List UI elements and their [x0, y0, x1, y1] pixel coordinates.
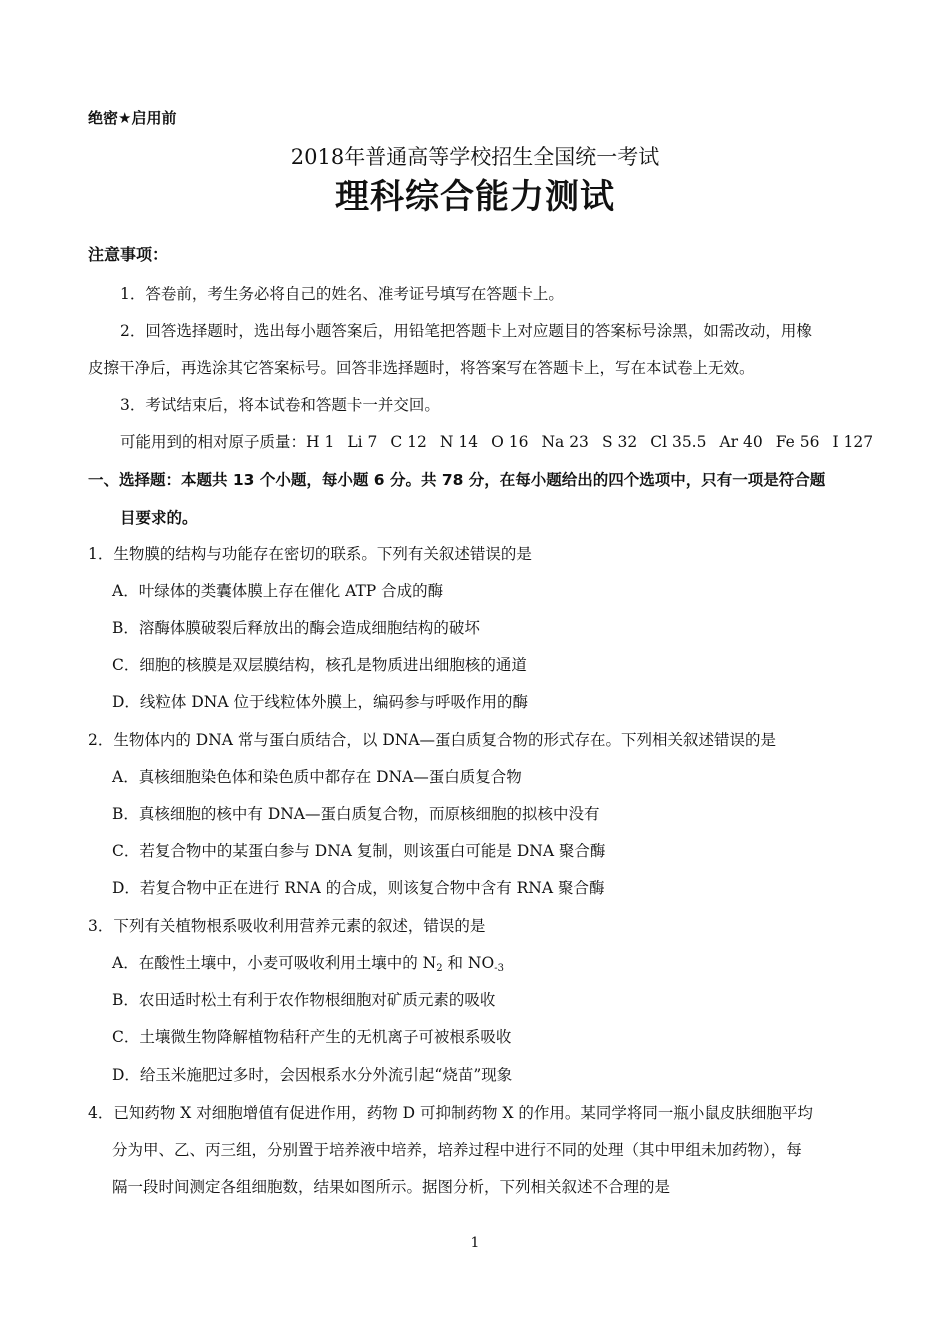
atom-mass: I 127 [832, 433, 874, 451]
atom-mass: Fe 56 [775, 433, 820, 451]
question-3-option-b: B．农田适时松土有利于农作物根细胞对矿质元素的吸收 [112, 991, 496, 1009]
question-2-stem: 2．生物体内的 DNA 常与蛋白质结合，以 DNA—蛋白质复合物的形式存在。下列相关叙述错误的是 [88, 731, 777, 749]
subject-title: 理科综合能力测试 [335, 177, 615, 217]
section-heading: 一、选择题：本题共 13 个小题，每小题 6 分。共 78 分，在每小题给出的四个选项中，只有一项是符合题 [88, 471, 826, 489]
question-1-stem: 1．生物膜的结构与功能存在密切的联系。下列有关叙述错误的是 [88, 545, 532, 563]
question-3-stem: 3．下列有关植物根系吸收利用营养元素的叙述，错误的是 [88, 917, 486, 935]
atom-mass: C 12 [390, 433, 427, 451]
question-2-option-d: D．若复合物中正在进行 RNA 的合成，则该复合物中含有 RNA 聚合酶 [112, 879, 605, 897]
question-4-stem-cont: 分为甲、乙、丙三组，分别置于培养液中培养，培养过程中进行不同的处理（其中甲组未加药物），每 [112, 1141, 802, 1159]
subscript: 2 [436, 963, 443, 974]
question-4-stem: 4．已知药物 X 对细胞增值有促进作用，药物 D 可抑制药物 X 的作用。某同学将同一瓶小鼠皮肤细胞平均 [88, 1104, 813, 1122]
question-4-stem-cont: 隔一段时间测定各组细胞数，结果如图所示。据图分析，下列相关叙述不合理的是 [112, 1178, 671, 1196]
notice-item-2-cont: 皮擦干净后，再选涂其它答案标号。回答非选择题时，将答案写在答题卡上，写在本试卷上无效。 [88, 359, 755, 377]
exam-title: 2018年普通高等学校招生全国统一考试 [290, 145, 660, 169]
question-2-option-a: A．真核细胞染色体和染色质中都存在 DNA—蛋白质复合物 [112, 768, 522, 786]
notice-heading: 注意事项： [88, 245, 169, 264]
notice-item-2: 2．回答选择题时，选出每小题答案后，用铅笔把答题卡上对应题目的答案标号涂黑，如需改动，用橡 [120, 322, 812, 340]
question-3-option-a [112, 953, 504, 979]
notice-item-3: 3．考试结束后，将本试卷和答题卡一并交回。 [120, 396, 440, 414]
atom-mass: Ar 40 [719, 433, 763, 451]
section-heading-cont: 目要求的。 [120, 509, 198, 527]
atom-mass: Cl 35.5 [650, 433, 707, 451]
question-1-option-a: A．叶绿体的类囊体膜上存在催化 ATP 合成的酶 [112, 582, 444, 600]
question-2-option-c: C．若复合物中的某蛋白参与 DNA 复制，则该蛋白可能是 DNA 聚合酶 [112, 842, 606, 860]
atomic-masses-label: 可能用到的相对原子质量： [120, 433, 307, 451]
page-number: 1 [470, 1235, 480, 1251]
atom-mass: N 14 [439, 433, 479, 451]
atom-mass: Na 23 [541, 433, 589, 451]
question-3-option-a-text: A．在酸性土壤中，小麦可吸收利用土壤中的 N [112, 954, 437, 972]
atomic-masses [120, 432, 873, 452]
subscript: -3 [494, 963, 504, 974]
question-2-option-b: B．真核细胞的核中有 DNA—蛋白质复合物，而原核细胞的拟核中没有 [112, 805, 600, 823]
secret-label: 绝密★启用前 [88, 109, 177, 127]
question-3-option-a-text: 和 NO [442, 954, 495, 972]
atom-mass: H 1 [306, 433, 335, 451]
question-1-option-b: B．溶酶体膜破裂后释放出的酶会造成细胞结构的破坏 [112, 619, 480, 637]
atom-mass: Li 7 [347, 433, 378, 451]
notice-item-1: 1．答卷前，考生务必将自己的姓名、准考证号填写在答题卡上。 [120, 285, 564, 303]
question-1-option-c: C．细胞的核膜是双层膜结构，核孔是物质进出细胞核的通道 [112, 656, 527, 674]
atom-mass: O 16 [491, 433, 529, 451]
question-1-option-d: D．线粒体 DNA 位于线粒体外膜上，编码参与呼吸作用的酶 [112, 693, 528, 711]
question-3-option-c: C．土壤微生物降解植物秸秆产生的无机离子可被根系吸收 [112, 1028, 512, 1046]
atom-mass: S 32 [601, 433, 638, 451]
question-3-option-d: D．给玉米施肥过多时，会因根系水分外流引起“烧苗”现象 [112, 1066, 513, 1084]
